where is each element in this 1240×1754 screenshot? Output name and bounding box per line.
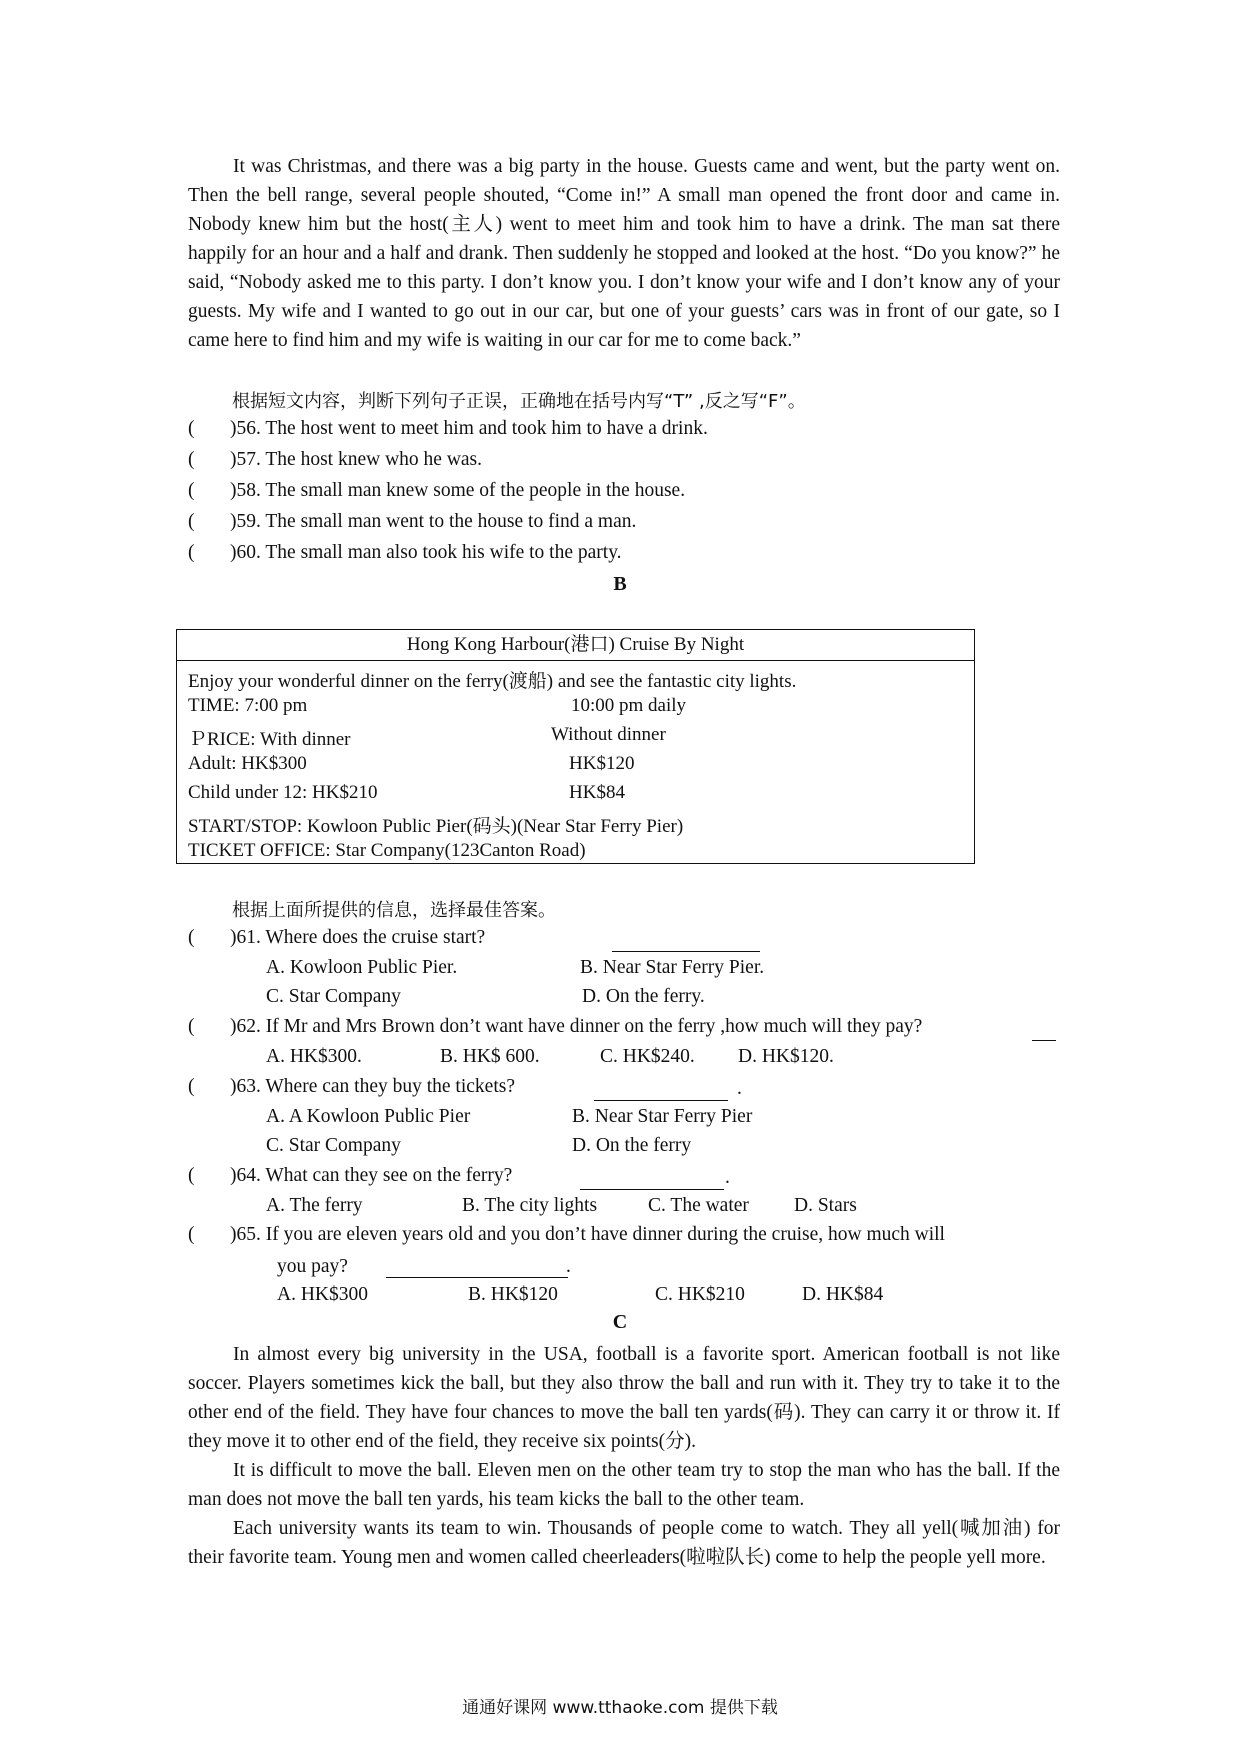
question-56: [188, 418, 708, 440]
option-c[interactable]: C. The water: [648, 1195, 749, 1216]
ad-child-value: HK$84: [569, 782, 625, 803]
question-65: [188, 1224, 945, 1246]
section-c-heading: C: [612, 1311, 628, 1333]
question-text: )57. The host knew who he was.: [230, 449, 483, 470]
answer-blank[interactable]: [1032, 1040, 1056, 1041]
option-d[interactable]: D. Stars: [794, 1195, 857, 1216]
option-b[interactable]: B. The city lights: [462, 1195, 598, 1216]
question-text: )58. The small man knew some of the people in the house.: [230, 480, 686, 501]
ad-price-label: ＰRICE: With dinner: [188, 729, 351, 750]
ad-adult-label: Adult: HK$300: [188, 753, 307, 774]
answer-paren[interactable]: (: [188, 1016, 195, 1037]
ad-ticket-office: TICKET OFFICE: Star Company(123Canton Road): [188, 840, 586, 861]
question-58: [188, 480, 685, 502]
question-65-continued: you pay?: [277, 1256, 348, 1277]
option-a[interactable]: A. HK$300: [277, 1284, 368, 1305]
ad-price-value: Without dinner: [551, 724, 666, 745]
page-footer: 通通好课网 www.tthaoke.com 提供下载: [462, 1698, 778, 1718]
ad-start-stop: START/STOP: Kowloon Public Pier(码头)(Near Star Ferry Pier): [188, 816, 684, 837]
passage-c-paragraph-2: It is difficult to move the ball. Eleven men on the other team try to stop the man who has the ball. If the man does not move the ball ten yards, his team kicks the ball to the other team.: [188, 1460, 1060, 1510]
answer-paren[interactable]: (: [188, 480, 195, 501]
option-b[interactable]: B. HK$ 600.: [440, 1046, 540, 1067]
instruction-b: 根据上面所提供的信息，选择最佳答案。: [232, 900, 556, 921]
question-62: [188, 1016, 922, 1038]
question-57: [188, 449, 482, 471]
passage-c-paragraph-3: Each university wants its team to win. Thousands of people come to watch. They all yell(喊加油) for their favorite team. Young men and women called cheerleaders(啦啦队长) come to help the people yell more.: [188, 1518, 1060, 1568]
option-c[interactable]: C. HK$240.: [600, 1046, 695, 1067]
question-text: )63. Where can they buy the tickets?: [230, 1076, 515, 1097]
question-text: )59. The small man went to the house to find a man.: [230, 511, 637, 532]
option-d[interactable]: D. HK$84: [802, 1284, 884, 1305]
ad-adult-value: HK$120: [569, 753, 635, 774]
ad-title: Hong Kong Harbour(港口) Cruise By Night: [177, 630, 974, 661]
blank-period: .: [737, 1078, 742, 1099]
instruction-a: 根据短文内容，判断下列句子正误，正确地在括号内写“T” ,反之写“F”。: [232, 391, 806, 412]
question-63: [188, 1076, 515, 1098]
answer-paren[interactable]: (: [188, 1165, 195, 1186]
answer-paren[interactable]: (: [188, 1224, 195, 1245]
blank-period: .: [566, 1256, 571, 1277]
ad-time-value: 10:00 pm daily: [571, 695, 687, 716]
answer-paren[interactable]: (: [188, 418, 195, 439]
question-text: )60. The small man also took his wife to the party.: [230, 542, 622, 563]
question-59: [188, 511, 636, 533]
question-text: )61. Where does the cruise start?: [230, 927, 486, 948]
option-b[interactable]: B. Near Star Ferry Pier: [572, 1106, 753, 1127]
question-61: [188, 927, 485, 949]
question-text: )65. If you are eleven years old and you don’t have dinner during the cruise, how much will: [230, 1224, 945, 1245]
option-d[interactable]: D. On the ferry.: [582, 986, 705, 1007]
answer-paren[interactable]: (: [188, 511, 195, 532]
answer-blank[interactable]: [612, 951, 760, 952]
passage-c-paragraph-1: In almost every big university in the USA, football is a favorite sport. American football is not like soccer. Players sometimes kick the ball, but they also throw the ball and run with it. They try to take it to the other end of the field. They have four chances to move the ball ten yards(码). They can carry it or throw it. If they move it to other end of the field, they receive six points(分).: [188, 1344, 1060, 1452]
option-c[interactable]: C. Star Company: [266, 1135, 401, 1156]
question-text: )62. If Mr and Mrs Brown don’t want have dinner on the ferry ,how much will they pay?: [230, 1016, 923, 1037]
option-a[interactable]: A. HK$300.: [266, 1046, 362, 1067]
option-d[interactable]: D. On the ferry: [572, 1135, 692, 1156]
section-b-heading: B: [613, 573, 627, 595]
question-64: [188, 1165, 512, 1187]
option-a[interactable]: A. The ferry: [266, 1195, 363, 1216]
ad-child-label: Child under 12: HK$210: [188, 782, 378, 803]
cruise-ad-box: [176, 629, 975, 864]
passage-a: It was Christmas, and there was a big party in the house. Guests came and went, but the party went on. Then the bell range, several people shouted, “Come in!” A small man opened the front door and came in. Nobody knew him but the host(主人) went to meet him and took him to have a drink. The man sat there happily for an hour and a half and drank. Then suddenly he stopped and looked at the host. “Do you know?” he said, “Nobody asked me to this party. I don’t know you. I don’t know your wife and I don’t know any of your guests. My wife and I wanted to go out in our car, but one of your guests’ cars was in front of our gate, so I came here to find him and my wife is waiting in our car for me to come back.”: [188, 156, 1060, 351]
option-b[interactable]: B. HK$120: [468, 1284, 558, 1305]
option-a[interactable]: A. A Kowloon Public Pier: [266, 1106, 471, 1127]
blank-period: .: [725, 1167, 730, 1188]
answer-paren[interactable]: (: [188, 449, 195, 470]
option-b[interactable]: B. Near Star Ferry Pier.: [580, 957, 765, 978]
option-c[interactable]: C. Star Company: [266, 986, 401, 1007]
question-text: )56. The host went to meet him and took him to have a drink.: [230, 418, 708, 439]
ad-time-label: TIME: 7:00 pm: [188, 695, 308, 716]
answer-blank[interactable]: [580, 1189, 724, 1190]
answer-paren[interactable]: (: [188, 1076, 195, 1097]
answer-blank[interactable]: [594, 1100, 728, 1101]
answer-blank[interactable]: [386, 1277, 568, 1278]
option-d[interactable]: D. HK$120.: [738, 1046, 834, 1067]
ad-intro: Enjoy your wonderful dinner on the ferry(渡船) and see the fantastic city lights.: [188, 671, 797, 692]
option-c[interactable]: C. HK$210: [655, 1284, 745, 1305]
answer-paren[interactable]: (: [188, 927, 195, 948]
question-60: [188, 542, 622, 564]
question-text: )64. What can they see on the ferry?: [230, 1165, 513, 1186]
option-a[interactable]: A. Kowloon Public Pier.: [266, 957, 458, 978]
answer-paren[interactable]: (: [188, 542, 195, 563]
